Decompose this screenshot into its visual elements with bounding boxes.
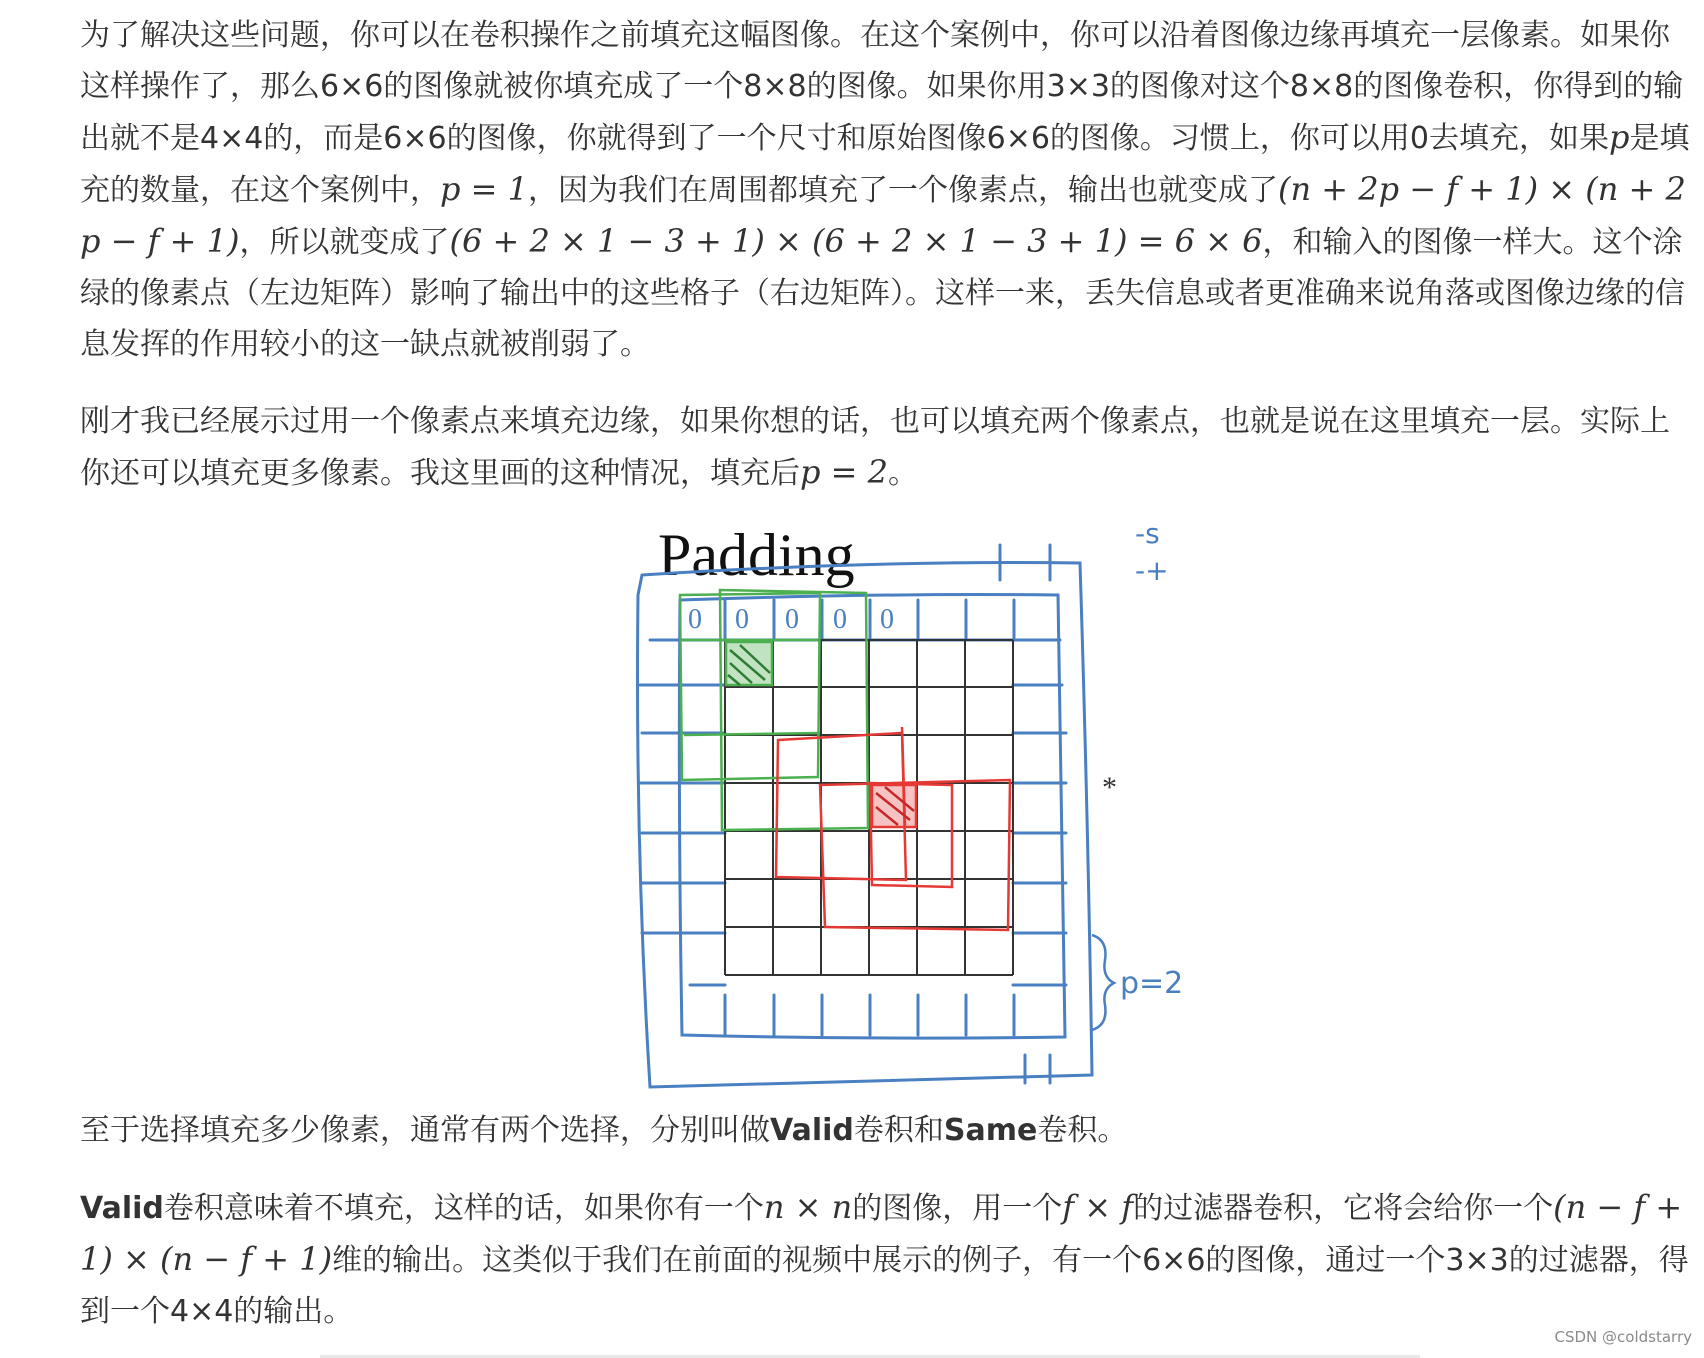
scribble-top-right: -s	[1135, 517, 1160, 550]
text-segment: ，所以就变成了	[239, 225, 450, 260]
padding-border	[638, 545, 1093, 1087]
zero-mark: 0	[880, 604, 894, 635]
article-content	[80, 10, 1690, 1337]
text-segment: ，因为我们在周围都填充了一个像素点，输出也就变成了	[528, 173, 1278, 208]
math-f-by-f: f × f	[1062, 1188, 1134, 1226]
zero-mark: 0	[785, 604, 799, 635]
term-valid: Valid	[80, 1191, 164, 1226]
zero-padding-marks	[688, 604, 894, 635]
math-p-equals-1: p = 1	[440, 170, 528, 208]
text-segment: 维的输出。这类似于我们在前面的视频中展示的例子，有一个6×6的图像，通过一个3×3的过滤器，得到一个4×4的输出。	[80, 1243, 1689, 1329]
paragraph-padding-intro	[80, 10, 1690, 370]
term-valid: Valid	[770, 1113, 854, 1148]
brace-label: p=2	[1120, 966, 1184, 1001]
text-segment: 卷积和	[853, 1113, 944, 1148]
text-segment: 为了解决这些问题，你可以在卷积操作之前填充这幅图像。在这个案例中，你可以沿着图像边缘再填充一层像素。如果你这样操作了，那么6×6的图像就被你填充成了一个8×8的图像。如果你用3×3的图像对这个8×8的图像卷积，你得到的输出就不是4×4的，而是6×6的图像，你就得到了一个尺寸和原始图像6×6的图像。习惯上，你可以用0去填充，如果	[80, 18, 1684, 156]
text-segment: 至于选择填充多少像素，通常有两个选择，分别叫做	[80, 1113, 770, 1148]
zero-mark: 0	[833, 604, 847, 635]
csdn-watermark: CSDN @coldstarry	[1554, 1328, 1692, 1346]
zero-mark: 0	[688, 604, 702, 635]
text-segment: 刚才我已经展示过用一个像素点来填充边缘，如果你想的话，也可以填充两个像素点，也就是说在这里填充一层。实际上你还可以填充更多像素。我这里画的这种情况，填充后	[80, 404, 1670, 491]
text-segment: 的过滤器卷积，它将会给你一个	[1133, 1191, 1554, 1226]
math-n-by-n: n × n	[763, 1188, 853, 1226]
text-segment: 卷积意味着不填充，这样的话，如果你有一个	[163, 1191, 764, 1226]
math-p: p	[1609, 118, 1630, 156]
math-p-equals-2: p = 2	[800, 453, 888, 491]
p-brace	[1092, 935, 1114, 1030]
paragraph-padding-two	[80, 396, 1690, 499]
math-output-size-example: (6 + 2 × 1 − 3 + 1) × (6 + 2 × 1 − 3 + 1) = 6 × 6	[449, 222, 1263, 260]
padding-figure-container	[80, 515, 1690, 1095]
paragraph-valid-convolution	[80, 1182, 1690, 1337]
zero-mark: 0	[735, 604, 749, 635]
text-segment: 的图像，用一个	[852, 1191, 1063, 1226]
math-output-size-formula: (n + 2p − f + 1) × (n + 2p − f + 1)	[80, 170, 1686, 260]
text-segment: 。	[888, 456, 918, 491]
text-segment: ，和输入的图像一样大。这个涂绿的像素点（左边矩阵）影响了输出中的这些格子（右边矩阵）。这样一来，丢失信息或者更准确来说角落或图像边缘的信息发挥的作用较小的这一缺点就被削弱了。	[80, 225, 1685, 362]
paragraph-padding-choice	[80, 1105, 1690, 1156]
text-segment: 卷积。	[1037, 1113, 1128, 1148]
math-valid-output-size: (n − f + 1) × (n − f + 1)	[80, 1188, 1683, 1278]
term-same: Same	[943, 1113, 1038, 1148]
convolution-star: *	[1102, 771, 1117, 804]
padding-figure	[580, 515, 1280, 1090]
scribble-top-right: -+	[1135, 554, 1169, 587]
text-segment: 是填充的数量，在这个案例中，	[80, 121, 1690, 208]
figure-title: Padding	[658, 522, 855, 588]
